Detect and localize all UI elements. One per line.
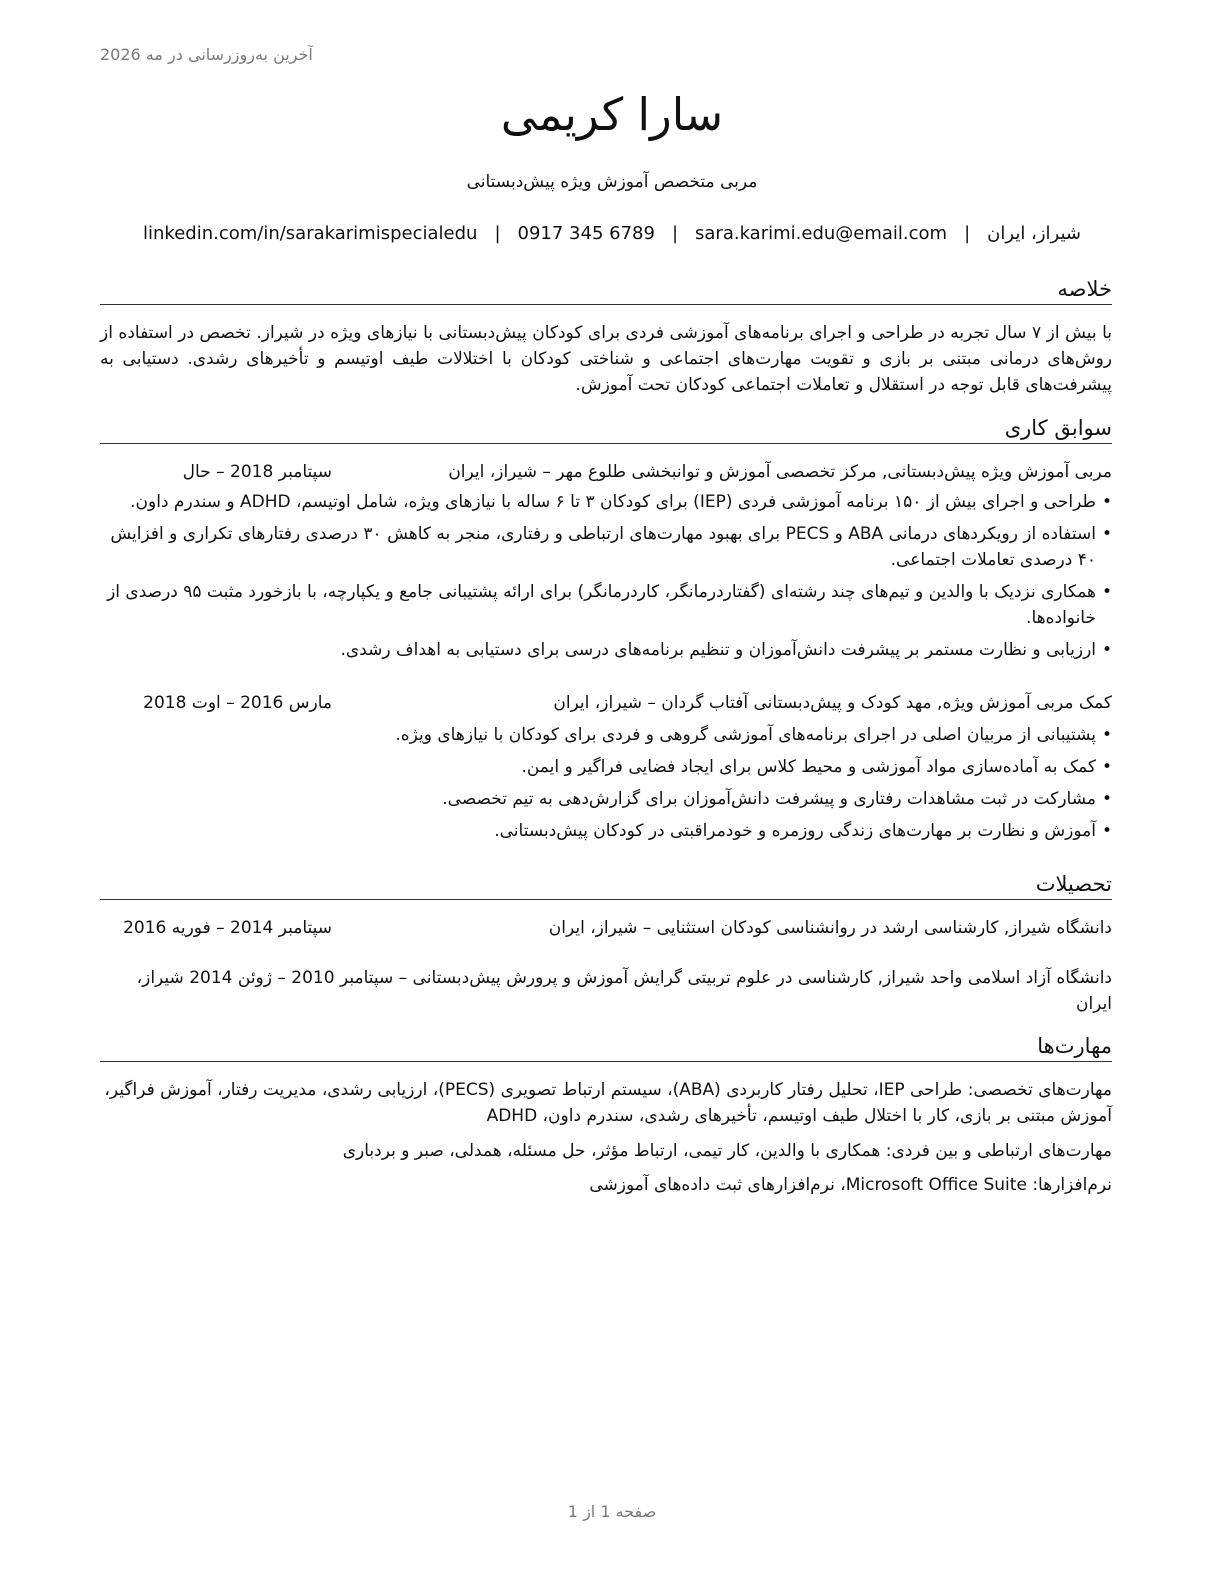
skills-line: مهارت‌های ارتباطی و بین فردی: همکاری با والدین، کار تیمی، ارتباط مؤثر، حل مسئله، همدلی، صبر و بردباری [342,1141,1112,1161]
job-date: مارس 2016 – اوت 2018 [143,693,332,713]
job-title: کمک مربی آموزش ویژه, مهد کودک و پیش‌دبستانی آفتاب گردان – شیراز، ایران [553,693,1112,713]
list-item: • کمک به آماده‌سازی مواد آموزشی و محیط کلاس برای ایجاد فضایی فراگیر و ایمن. [95,754,1112,780]
contact-line [100,223,1124,244]
list-item: • طراحی و اجرای بیش از ۱۵۰ برنامه آموزشی فردی (IEP) برای کودکان ۳ تا ۶ ساله با نیازهای ویژه، شامل اوتیسم، ADHD و سندرم داون. [95,489,1112,515]
contact-location: شیراز، ایران [987,223,1082,244]
list-item: • ارزیابی و نظارت مستمر بر پیشرفت دانش‌آموزان و تنظیم برنامه‌های درسی برای دستیابی به اهداف رشدی. [95,637,1112,663]
education-entry: دانشگاه آزاد اسلامی واحد شیراز, کارشناسی در علوم تربیتی گرایش آموزش و پرورش پیش‌دبستانی – سپتامبر 2010 – ژوئن 2014 شیراز، ایران [136,968,1112,1014]
contact-linkedin[interactable]: linkedin.com/in/sarakarimispecialedu [143,223,478,244]
contact-phone[interactable]: 0917 345 6789 [517,223,655,244]
list-item: • مشارکت در ثبت مشاهدات رفتاری و پیشرفت دانش‌آموزان برای گزارش‌دهی به تیم تخصصی. [95,786,1112,812]
list-item: • آموزش و نظارت بر مهارت‌های زندگی روزمره و خودمراقبتی در کودکان پیش‌دبستانی. [95,818,1112,844]
skills-heading: مهارت‌ها [100,1033,1112,1062]
skills-line: نرم‌افزارها: Microsoft Office Suite، نرم‌افزارهای ثبت داده‌های آموزشی [589,1175,1112,1195]
education-heading: تحصیلات [100,871,1112,900]
job-bullets [95,489,1112,669]
skills-line: مهارت‌های تخصصی: طراحی IEP، تحلیل رفتار کاربردی (ABA)، سیستم ارتباط تصویری (PECS)، ارزیابی رشدی، مدیریت رفتار، آموزش فراگیر، آموزش مبتنی بر بازی، کار با اختلال طیف اوتیسم، تأخیرهای رشدی، سندرم داون، ADHD [104,1080,1112,1126]
job-title: مربی آموزش ویژه پیش‌دبستانی, مرکز تخصصی آموزش و توانبخشی طلوع مهر – شیراز، ایران [448,462,1112,482]
list-item: • همکاری نزدیک با والدین و تیم‌های چند رشته‌ای (گفتاردرمانگر، کاردرمانگر) برای ارائه پشتیبانی جامع و یکپارچه، با بازخورد مثبت ۹۵ درصدی از خانواده‌ها. [95,579,1112,631]
contact-separator: | [494,223,501,244]
contact-separator: | [671,223,679,244]
experience-heading: سوابق کاری [100,415,1112,444]
list-item: • پشتیبانی از مربیان اصلی در اجرای برنامه‌های آموزشی گروهی و فردی برای کودکان با نیازهای ویژه. [95,722,1112,748]
education-date: سپتامبر 2014 – فوریه 2016 [123,918,332,938]
contact-email[interactable]: sara.karimi.edu@email.com [695,223,948,244]
page-number: صفحه 1 از 1 [567,1502,657,1521]
summary-heading: خلاصه [100,276,1112,305]
candidate-title: مربی متخصص آموزش ویژه پیش‌دبستانی [466,172,758,192]
last-updated: آخرین به‌روزرسانی در مه 2026 [100,45,313,64]
candidate-name: سارا کریمی [500,88,724,141]
education-title: دانشگاه شیراز, کارشناسی ارشد در روانشناسی کودکان استثنایی – شیراز، ایران [548,918,1112,938]
job-date: سپتامبر 2018 – حال [182,462,332,482]
list-item: • استفاده از رویکردهای درمانی ABA و PECS برای بهبود مهارت‌های ارتباطی و رفتاری، منجر به کاهش ۳۰ درصدی رفتارهای تکراری و افزایش ۴۰ درصدی تعاملات اجتماعی. [95,521,1112,573]
job-bullets [95,722,1112,850]
contact-separator: | [964,223,971,244]
summary-text: با بیش از ۷ سال تجربه در طراحی و اجرای برنامه‌های آموزشی فردی برای کودکان پیش‌دبستانی با نیازهای ویژه در شیراز. تخصص در استفاده از روش‌های درمانی مبتنی بر بازی و تقویت مهارت‌های اجتماعی و شناختی کودکان با اختلالات طیف اوتیسم و تأخیرهای رشدی. دستیابی به پیشرفت‌های قابل توجه در استقلال و تعاملات اجتماعی کودکان تحت آموزش. [100,323,1113,395]
